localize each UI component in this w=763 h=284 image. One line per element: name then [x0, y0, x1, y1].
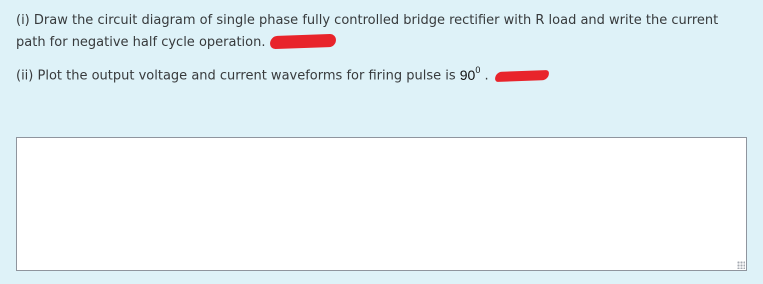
firing-angle [460, 67, 481, 83]
question-part-1-text: (i) Draw the circuit diagram of single phase fully controlled bridge rectifier with R load and write the current path for negative half cycle operation. [16, 13, 719, 50]
question-part-1 [16, 10, 746, 54]
question-part-2 [16, 60, 746, 88]
redaction-mark [494, 70, 548, 82]
answer-textarea[interactable] [16, 137, 747, 271]
firing-angle-degree: 0 [475, 65, 481, 75]
question-text [16, 10, 746, 88]
question-part-2-text: (ii) Plot the output voltage and current waveforms for firing pulse is [16, 68, 460, 84]
question-part-2-tail: . [480, 68, 489, 84]
firing-angle-value: 90 [459, 66, 476, 83]
redaction-mark [269, 33, 335, 48]
